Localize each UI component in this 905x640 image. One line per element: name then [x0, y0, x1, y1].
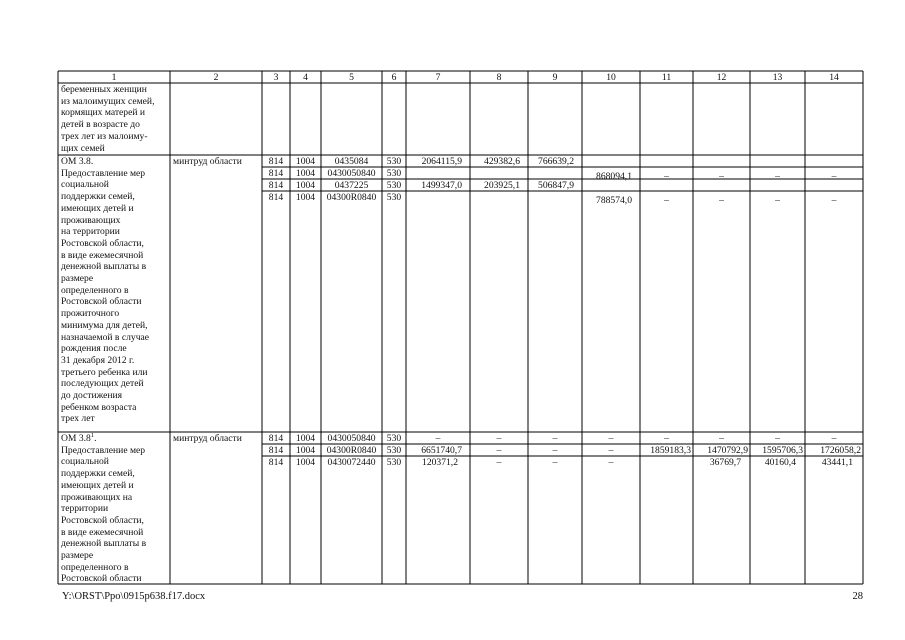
desc-line: в виде ежемесячной: [61, 526, 144, 538]
cell-c3: 814: [268, 433, 284, 444]
cell-c14: 43441,1: [821, 457, 853, 468]
desc-line: рождения после: [61, 343, 127, 355]
cell-c5: 04300R0840: [326, 192, 377, 203]
cell-c9: –: [552, 445, 558, 456]
desc-line: социальной: [61, 179, 109, 191]
om38-title: ОМ 3.8.: [61, 156, 94, 167]
cell-c7: 2064115,9: [421, 156, 462, 167]
desc-line: Предоставление мер: [61, 167, 146, 179]
cell-c5: 0435084: [334, 156, 369, 167]
cell-c6: 530: [386, 457, 402, 468]
cell-c13: –: [775, 433, 780, 444]
desc-line: имеющих детей и: [61, 479, 134, 491]
cell-c4: 1004: [295, 156, 316, 167]
cell-c12: –: [719, 171, 724, 182]
cell-c3: 814: [268, 180, 284, 191]
desc-line: из малоимущих семей,: [61, 95, 155, 107]
cell-c13: 1595706,3: [762, 445, 803, 456]
header-cell-9: 9: [552, 72, 558, 83]
cell-c3: 814: [268, 457, 284, 468]
cell-c3: 814: [268, 156, 284, 167]
cell-c4: 1004: [295, 445, 316, 456]
desc-line: третьего ребенка или: [61, 366, 148, 378]
header-cell-14: 14: [829, 72, 839, 83]
cell-c6: 530: [386, 156, 402, 167]
desc-line: беременных женщин: [61, 84, 147, 95]
desc-line: определенного в: [61, 561, 129, 573]
cell-c13: 40160,4: [764, 457, 796, 468]
desc-line: денежной выплаты в: [61, 538, 147, 550]
desc-line: Ростовской области,: [61, 237, 144, 249]
desc-line: размере: [61, 273, 94, 285]
header-cell-5: 5: [349, 72, 354, 83]
cell-c10: –: [608, 457, 614, 468]
cell-c5: 0430050840: [327, 168, 376, 179]
header-cell-12: 12: [716, 72, 727, 83]
header-cell-13: 13: [772, 72, 783, 83]
om381-description: [61, 433, 169, 585]
desc-line: денежной выплаты в: [61, 261, 147, 273]
cell-c8: 429382,6: [484, 156, 520, 167]
cell-c10: 868094,1: [596, 171, 632, 182]
header-cell-6: 6: [391, 72, 397, 83]
cell-c5: 0437225: [334, 180, 369, 191]
cell-c6: 530: [386, 445, 402, 456]
desc-line: кормящих матерей и: [61, 107, 146, 119]
cell-c13: –: [775, 195, 780, 206]
desc-line: прожиточного: [61, 308, 120, 320]
om381-title-end: .: [94, 433, 97, 444]
cell-c8: –: [496, 457, 502, 468]
cell-c14: –: [831, 433, 837, 444]
cell-c6: 530: [386, 180, 402, 191]
header-cell-3: 3: [273, 72, 279, 83]
om381-ministry: минтруд области: [173, 433, 242, 444]
cell-c4: 1004: [295, 168, 316, 179]
header-cell-7: 7: [435, 72, 441, 83]
desc-line: минимума для детей,: [61, 319, 148, 331]
cell-c11: –: [664, 171, 669, 182]
om381-title-sup: 1: [90, 431, 95, 439]
desc-line: социальной: [61, 456, 109, 468]
cell-c5: 0430050840: [327, 433, 376, 444]
cell-c14: –: [831, 195, 837, 206]
cell-c10: –: [608, 433, 614, 444]
cell-c14: –: [831, 171, 837, 182]
desc-line: детей в возрасте до: [61, 119, 140, 131]
desc-line: проживающих: [61, 214, 121, 226]
desc-line: имеющих детей и: [61, 202, 134, 214]
header-cell-1: 1: [111, 72, 117, 83]
cell-c10: –: [608, 445, 614, 456]
header-cell-4: 4: [303, 72, 308, 83]
cell-c6: 530: [386, 168, 402, 179]
cell-c9: 766639,2: [538, 156, 574, 167]
continuation-description: [61, 84, 169, 154]
cell-c4: 1004: [295, 192, 316, 203]
header-cell-2: 2: [213, 72, 219, 83]
cell-c9: 506847,9: [538, 180, 574, 191]
desc-line: 31 декабря 2012 г.: [61, 354, 135, 366]
desc-line: в виде ежемесячной: [61, 249, 144, 261]
cell-c5: 0430072440: [327, 457, 376, 468]
desc-line: Ростовской области: [61, 573, 142, 585]
desc-line: Ростовской области,: [61, 514, 144, 526]
cell-c12: –: [719, 195, 724, 206]
desc-line: ребенком возраста: [61, 401, 137, 413]
desc-line: трех лет из малоиму-: [61, 130, 148, 142]
desc-line: Ростовской области: [61, 296, 142, 308]
cell-c11: –: [664, 433, 669, 444]
cell-c11: 1859183,3: [650, 445, 691, 456]
cell-c7: –: [435, 433, 441, 444]
desc-line: определенного в: [61, 284, 129, 296]
desc-line: проживающих на: [61, 491, 133, 503]
cell-c8: 203925,1: [484, 180, 520, 191]
cell-c4: 1004: [295, 433, 316, 444]
cell-c3: 814: [268, 168, 284, 179]
cell-c12: –: [719, 433, 724, 444]
om381-title-text: ОМ 3.8: [61, 433, 91, 444]
cell-c4: 1004: [295, 457, 316, 468]
cell-c12: 36769,7: [709, 457, 741, 468]
cell-c11: –: [664, 195, 669, 206]
cell-c8: –: [496, 445, 502, 456]
om38-ministry: минтруд области: [173, 156, 242, 167]
cell-c13: –: [775, 171, 780, 182]
cell-c9: –: [552, 433, 558, 444]
desc-line: размере: [61, 550, 94, 562]
cell-c12: 1470792,9: [707, 445, 748, 456]
desc-line: до достижения: [61, 390, 123, 402]
cell-c4: 1004: [295, 180, 316, 191]
cell-c5: 04300R0840: [326, 445, 377, 456]
cell-c3: 814: [268, 445, 284, 456]
page-number: 28: [852, 591, 863, 602]
cell-c3: 814: [268, 192, 284, 203]
cell-c7: 120371,2: [422, 457, 458, 468]
cell-c7: 1499347,0: [421, 180, 462, 191]
desc-line: щих семей: [61, 142, 105, 154]
cell-c6: 530: [386, 433, 402, 444]
desc-line: Предоставление мер: [61, 444, 146, 456]
desc-line: трех лет: [61, 413, 95, 425]
footer-file-path: Y:\ORST\Ppo\0915p638.f17.docx: [62, 591, 206, 602]
desc-line: на территории: [61, 226, 120, 238]
desc-line: назначаемой в случае: [61, 331, 150, 343]
om381-title: [61, 433, 169, 445]
cell-c9: –: [552, 457, 558, 468]
cell-c10: 788574,0: [596, 195, 632, 206]
desc-line: территории: [61, 503, 109, 515]
cell-c6: 530: [386, 192, 402, 203]
header-cell-11: 11: [661, 72, 672, 83]
om38-description: [61, 156, 169, 425]
cell-c14: 1726058,2: [820, 445, 861, 456]
cell-c8: –: [496, 433, 502, 444]
header-cell-10: 10: [606, 72, 616, 83]
cell-c7: 6651740,7: [421, 445, 462, 456]
header-cell-8: 8: [496, 72, 502, 83]
desc-line: поддержки семей,: [61, 468, 135, 480]
desc-line: поддержки семей,: [61, 191, 135, 203]
desc-line: последующих детей: [61, 378, 144, 390]
